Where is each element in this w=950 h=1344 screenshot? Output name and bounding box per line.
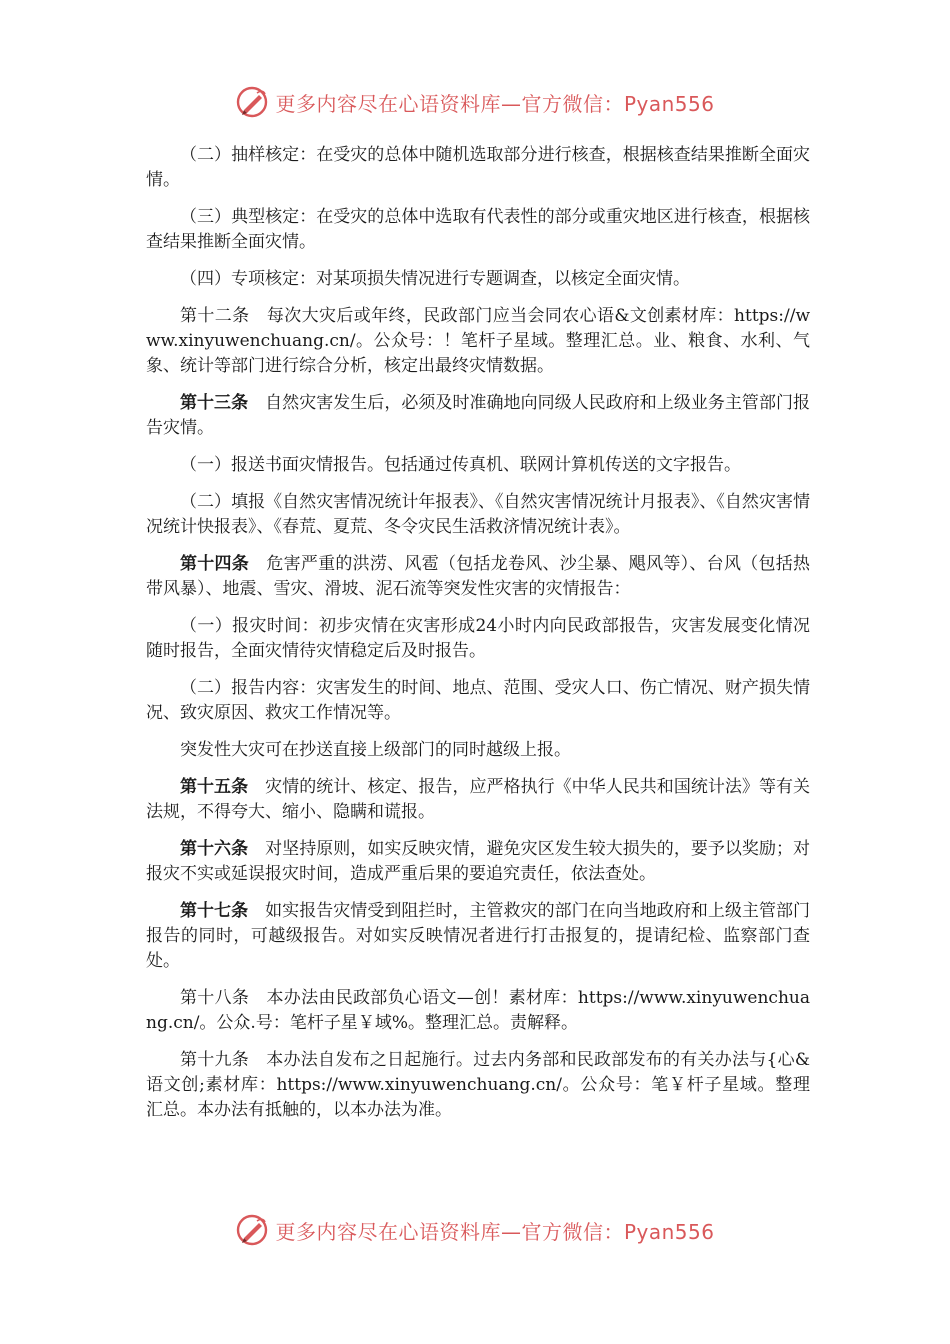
article-paragraph: 第十八条 本办法由民政部负心语文—创！素材库：https://www.xinyuwenchuang.cn/。公众.号：笔杆子星￥域%。整理汇总。责解释。 — [146, 988, 810, 1033]
paragraph: （二）报告内容：灾害发生的时间、地点、范围、受灾人口、伤亡情况、财产损失情况、致灾原因、救灾工作情况等。 — [146, 678, 810, 723]
article-paragraph: 第十三条 自然灾害发生后，必须及时准确地向同级人民政府和上级业务主管部门报告灾情。 — [146, 393, 811, 438]
document-body — [146, 143, 810, 1135]
paragraph: （二）填报《自然灾害情况统计年报表》、《自然灾害情况统计月报表》、《自然灾害情况统计快报表》、《春荒、夏荒、冬令灾民生活救济情况统计表》。 — [146, 492, 810, 537]
paragraph: （二）抽样核定：在受灾的总体中随机选取部分进行核查，根据核查结果推断全面灾情。 — [146, 145, 810, 190]
article-number: 第十六条 — [180, 839, 249, 859]
footer-banner-text: 更多内容尽在心语资料库—官方微信：Pyan556 — [275, 1219, 715, 1244]
article-number: 第十二条 — [180, 306, 250, 326]
article-paragraph: 第十二条 每次大灾后或年终，民政部门应当会同农心语&文创素材库：https://www.xinyuwenchuang.cn/。公众号：！笔杆子星域。整理汇总。业、粮食、水利、气象、统计等部门进行综合分析，核定出最终灾情数据。 — [146, 306, 811, 376]
paragraph: （三）典型核定：在受灾的总体中选取有代表性的部分或重灾地区进行核查，根据核查结果推断全面灾情。 — [146, 207, 810, 252]
paragraph: 突发性大灾可在抄送直接上级部门的同时越级上报。 — [180, 740, 571, 760]
article-number: 第十七条 — [180, 901, 249, 921]
article-paragraph: 第十五条 灾情的统计、核定、报告，应严格执行《中华人民共和国统计法》等有关法规，不得夸大、缩小、隐瞒和谎报。 — [146, 777, 811, 822]
header-banner — [0, 82, 950, 122]
article-number: 第十八条 — [180, 988, 250, 1008]
article-number: 第十三条 — [180, 393, 249, 413]
pen-circle-logo-icon — [235, 85, 269, 119]
paragraph: （一）报灾时间：初步灾情在灾害形成24小时内向民政部报告，灾害发展变化情况随时报告，全面灾情待灾情稳定后及时报告。 — [146, 616, 810, 661]
paragraph: （一）报送书面灾情报告。包括通过传真机、联网计算机传送的文字报告。 — [180, 455, 741, 475]
article-paragraph: 第十九条 本办法自发布之日起施行。过去内务部和民政部发布的有关办法与{心&语文创;素材库：https://www.xinyuwenchuang.cn/。公众号：笔￥杆子星域。整理汇总。本办法有抵触的，以本办法为准。 — [146, 1050, 811, 1120]
article-paragraph: 第十七条 如实报告灾情受到阻拦时，主管救灾的部门在向当地政府和上级主管部门报告的同时，可越级报告。对如实反映情况者进行打击报复的，提请纪检、监察部门查处。 — [146, 901, 811, 971]
article-paragraph: 第十六条 对坚持原则，如实反映灾情，避免灾区发生较大损失的，要予以奖励；对报灾不实或延误报灾时间，造成严重后果的要追究责任，依法查处。 — [146, 839, 811, 884]
pen-circle-logo-icon — [235, 1213, 269, 1247]
footer-banner — [0, 1210, 950, 1250]
header-banner-text: 更多内容尽在心语资料库—官方微信：Pyan556 — [275, 91, 715, 116]
paragraph: （四）专项核定：对某项损失情况进行专题调查，以核定全面灾情。 — [180, 269, 690, 289]
article-number: 第十九条 — [180, 1050, 250, 1070]
article-paragraph: 第十四条 危害严重的洪涝、风雹（包括龙卷风、沙尘暴、飓风等）、台风（包括热带风暴）、地震、雪灾、滑坡、泥石流等突发性灾害的灾情报告： — [146, 554, 811, 599]
article-number: 第十四条 — [180, 554, 250, 574]
article-number: 第十五条 — [180, 777, 249, 797]
